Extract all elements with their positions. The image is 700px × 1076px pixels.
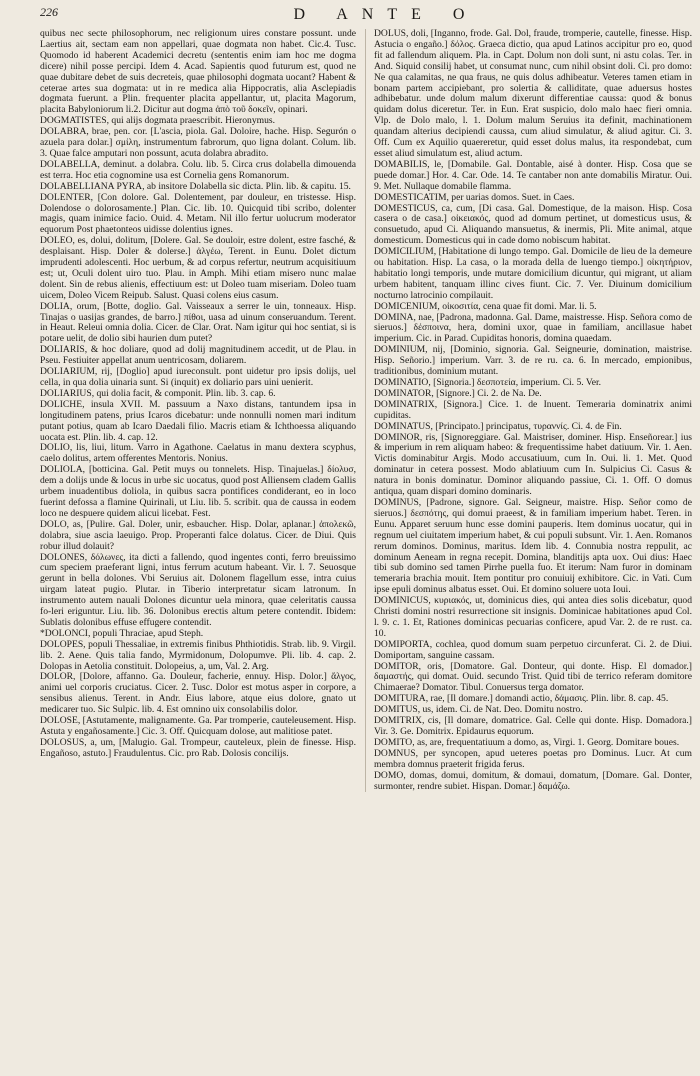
dictionary-entry: DOMINOR, ris, [Signoreggiare. Gal. Maistriser, dominer. Hisp. Enseñorear.] ius & imperium in rem aliquam habeo: & frequentissime habet datiuum. Vir. 1. Aen. Victis dominabitur Argis. Modo accusatiuum, cum In. Oui. li. 1. Met. Quod dominatur in cetera possest. Modo ablatiuum cum In. Sulpicius Ci. Casus & natura in bonis dominatur. Dominor aliquando passiue, Ci. 1. Off. O domus antiqua, quam dispari domino dominaris. bbox=[374, 431, 692, 498]
dictionary-entry: DOMITURA, rae, [Il domare.] domandi actio, δάμασις. Plin. libr. 8. cap. 45. bbox=[374, 693, 669, 705]
dictionary-entry: DOMITO, as, are, frequentatiuum a domo, as, Virgi. 1. Georg. Domitare boues. bbox=[374, 736, 680, 748]
dictionary-entry: DOMABILIS, le, [Domabile. Gal. Dontable, aisé à donter. Hisp. Cosa que se puede domar.] Hor. 4. Car. Ode. 14. Te cantaber non ante domabilis Miratur. Oui. 9. Met. Nullaque domabile flamma. bbox=[374, 158, 692, 192]
dictionary-entry: DOMINA, nae, [Padrona, madonna. Gal. Dame, maistresse. Hisp. Señora como de sieruos.] δέσποινα, hera, domini uxor, quae in familiam, ancillasue habet imperium. Cic. in Parad. Cupiditas honoris, domina quaedam. bbox=[374, 311, 692, 345]
right-column bbox=[366, 29, 692, 792]
dictionary-entry: DOLICHE, insula XVII. M. passuum a Naxo distans, tantundem ipsa in longitudinem patens, prius Icaros dicebatur: unde nonnulli nomen mari inditum putant potius, quam ab Icaro Daedali filio. Macris etiam & Ichthoessa aliquando uocata est. Plin. lib. 4. cap. 12. bbox=[40, 398, 356, 443]
dictionary-entry: DOLIA, orum, [Botte, doglio. Gal. Vaisseaux a serrer le uin, tonneaux. Hisp. Tinajas o uasijas grandes, de barro.] πίθοι, uasa ad uinum conseruandum. Terent. in Heaut. Releui omnia dolia. Cicer. de Clar. Orat. Nam igitur qui hoc sentiat, si is potare uelit, de dolio sibi haurien dum putet? bbox=[40, 300, 356, 345]
dictionary-entry: DOMICENIUM, οἰκοσιτία, cena quae fit domi. Mar. li. 5. bbox=[374, 300, 597, 312]
dictionary-entry: DOLABELLA, deminut. a dolabra. Colu. lib. 5. Circa crus dolabella dimouenda est terra. Hoc etia cognomine usa est Cornelia gens Romanorum. bbox=[40, 158, 356, 181]
dictionary-entry: DOMNUS, per syncopen, apud ueteres poetas pro Dominus. Lucr. At cum membra domnus praeterit frigida ferus. bbox=[374, 747, 692, 770]
dictionary-entry: DOLOR, [Dolore, affanno. Ga. Douleur, facherie, ennuy. Hisp. Dolor.] ἄλγος, animi uel corporis cruciatus. Cicer. 2. Tusc. Dolor est motus asper in corpore, a sensibus alienus. Terent. in Andr. Eius labore, atque eius dolore, gnato ut medicarer tuo. Sic Sulpic. lib. 4. Est omnino uix consolabilis dolor. bbox=[40, 671, 356, 716]
dictionary-entry: DOMICILIUM, [Habitatione di lungo tempo. Gal. Domicile de lieu de la demeure ou habitation. Hisp. La casa, o la morada della de luengo tiempo.] οἰκητήριον, habitatio longi temporis, unde mutare domicilium dicuntur, qui migrant, ut aliam urbem habitent, tanquam illinc cives fiunt. Cic. 7. Ver. Diuinum domicilium nocturno latrocinio compilauit. bbox=[374, 246, 692, 301]
dictionary-entry: DOLABELLIANA PYRA, ab insitore Dolabella sic dicta. Plin. lib. & capitu. 15. bbox=[40, 180, 351, 192]
dictionary-entry: DOMINUS, [Padrone, signore. Gal. Seigneur, maistre. Hisp. Señor como de sieruos.] δεσπότης, qui domui praeest, & in familiam imperium habet. Teren. in Eunu. Apparet seruum hunc esse domini pauperis. Item dominus uocatur, qui in regnum uel ciuitatem imperium habet, & cui populi subsunt. Vir. 1. Aen. Romanos rerum dominos. Dominus, maritus. Idem lib. 4. Connubia nostra reppulit, ac dominum Aeneam in regna recepit. Domina, blanditijs apta uox. Oui dius: Haec tibi sub domino sed tamen Pirrhe puella fuo. Et iterum: Nam furor in dominam temeraria brachia mouit. Item pontitur pro conuiuij exhibitore. Cic. in Vati. Cum ipse epuli dominus albatus esset. Oui. Et domino soluere uota Ioui. bbox=[374, 496, 692, 596]
dictionary-entry: DOLUS, doli, [Inganno, frode. Gal. Dol, fraude, tromperie, cautelle, finesse. Hisp. Astucia o engaño.] δόλος. Graeca dictio, qua apud Latinos accipitur pro eo, quod fit ad fallendum aliquem. Pla. in Capt. Dolum non doli sunt, ni astu colas. Ter. in And. Siquid consilij habet, ut consumat nunc, cum nihil obsint doli. Ci. pro domo: Ne qua calamitas, ne qua fraus, ne quis dolus adhibeatur. Veteres tamen etiam in bonam partem accipiebant, pro solertia & calliditate, quae aduersus hostes adhibebatur. unde dolum malum dixerunt differentiae caussa: quod & bonus quidam dolus diceretur. Ter. in Eun. Erat suspicio, dolo malo haec fieri omnia. Vlp. de Dolo malo, l. 1. Dolum malum Seruius ita definit, machinationem quandam alterius decipiendi caussa, cum aliud simulatur, & aliud agitur. Ci. 3. Off. Cum ex Aquilio quaereretur, quid esset dolus malus, ita respondebat, cum esset aliud simulatum est, aliud actum. bbox=[374, 28, 692, 159]
dictionary-entry: quibus nec secte philosophorum, nec religionum uires constare possunt. unde Laertius ait, sectam eam non appellari, quae dogmata non habet. Cic.4. Tusc. Quomodo id haberent Academici decretu (sententis enim iam hoc me dogma dicere) nihil posse percipi. Idem 4. Acad. Sapientis quod futurum est, quod ne quae dubitare debet de suis decreteis, quae philosophi dogmata uocant? Habent & ceterae artes sua dogmata: ut in re medica alia Hippocratis, alia Asclepiadis dogmata fuerunt. a Plin. frequenter placita appellantur, ut, placita Magorum, placita Babyloniorum li.2. Dicitur aut dogma ἀπὸ τοῦ δοκεῖν, opinari. bbox=[40, 28, 356, 116]
dictionary-entry: DOMINATOR, [Signore.] Ci. 2. de Na. De. bbox=[374, 387, 542, 399]
dictionary-entry: DOLOSUS, a, um, [Malugio. Gal. Trompeur, cauteleux, plein de finesse. Hisp. Engañoso, astuto.] Fraudulentus. Cic. pro Rab. Dolosis concilijs. bbox=[40, 736, 356, 759]
dictionary-entry: DOLIO, lis, liui, litum. Varro in Agathone. Caelatus in manu dextera scyphus, caelo dolitus, artem offerentes Mentoris. Nonius. bbox=[40, 442, 356, 465]
dictionary-entry: DOLIARIS, & hoc doliare, quod ad dolij magnitudinem accedit, ut de Plau. in Pseu. Festiuiter appellat anum uentricosam, doliarem. bbox=[40, 344, 356, 367]
dictionary-entry: DOMINATUS, [Principato.] principatus, τυραννίς. Ci. 4. de Fin. bbox=[374, 420, 622, 432]
left-column bbox=[40, 29, 366, 792]
dictionary-entry: DOMINATRIX, [Signora.] Cice. 1. de Inuent. Temeraria dominatrix animi cupiditas. bbox=[374, 398, 692, 421]
dictionary-entry: DOMITOR, oris, [Domatore. Gal. Donteur, qui donte. Hisp. El domador.] δαμαστής, qui domat. Ouid. secundo Trist. Quid tibi de terrico referam domitore Chimaerae? Domator. Tibul. Conuersus terga domator. bbox=[374, 660, 692, 694]
dictionary-entry: DOGMATISTES, qui alijs dogmata praescribit. Hieronymus. bbox=[40, 115, 276, 127]
dictionary-entry: DOMINICUS, κυριακός, ut, dominicus dies, qui antea dies solis dicebatur, quod Christi domini nostri resurrectione sit insignis. Dominicae habitationes apud Col. l. 9. c. 1. Et, Rationes dominicas pecuarias conficere, apud Var. 2. de re rust. ca. 10. bbox=[374, 595, 692, 639]
running-head: D ANTE O bbox=[293, 6, 479, 23]
dictionary-entry: DOLOPES, populi Thessaliae, in extremis finibus Phthiotidis. Strab. lib. 9. Virgil. lib. 2. Aene. Quis talia fando, Myrmidonum, Dolopumve. Pli. lib. 4. cap. 2. Dolopas in Aetolia constituit. Dolopeius, a, um, Val. 2. Arg. bbox=[40, 638, 356, 672]
text-columns bbox=[40, 29, 692, 792]
dictionary-entry: DOMITUS, us, idem. Ci. de Nat. Deo. Domitu nostro. bbox=[374, 704, 583, 716]
dictionary-entry: DOMINIUM, nij, [Dominio, signoria. Gal. Seigneurie, domination, maistrise. Hisp. Señorio.] imperium. Varr. 3. de re ru. ca. 6. In mercado, empionibus, traditionibus, dominium mutant. bbox=[374, 344, 692, 378]
dictionary-entry: *DOLONCI, populi Thraciae, apud Steph. bbox=[40, 627, 204, 639]
dictionary-entry: DOLIOLA, [botticina. Gal. Petit muys ou tonnelets. Hisp. Tinajuelas.] δίολυσ, dem a dolijs unde & locus in urbe sic uocatus, quod post Alliensem cladem Gallis urbem inuadentibus doliola, in quibus sacra pontifices condiderant, eo in loco fuerint defossa a flamine Quirinali, ut Liu. lib. 5. scribit. qua de caussa in eodem loco ne despuere quidem alicui licebat. Fest. bbox=[40, 464, 356, 519]
dictionary-entry: DOMO, domas, domui, domitum, & domaui, domatum, [Domare. Gal. Donter, surmonter, rendre subiet. Hispan. Domar.] δαμάζω. bbox=[374, 769, 692, 792]
dictionary-entry: DOLENTER, [Con dolore. Gal. Dolentement, par douleur, en tristesse. Hisp. Dolendose o dolorosamente.] Plan. Cic. lib. 10. Quicquid tibi scribo, dolenter magis, quam inimice facio. Ouid. 4. Metam. Nil illo fertur uolucrum moderator equorum Post phaetonteos uidisse dolentius ignes. bbox=[40, 191, 356, 236]
dictionary-entry: DOLOSE, [Astutamente, malignamente. Ga. Par tromperie, cauteleusement. Hisp. Astuta y engañosamente.] Cic. 3. Off. Quicquam dolose, aut malitiose patet. bbox=[40, 715, 356, 737]
dictionary-entry: DOMIPORTA, cochlea, quod domum suam perpetuo circunferat. Ci. 2. de Diui. Domiportam, sanguine cassam. bbox=[374, 638, 692, 661]
dictionary-entry: DOLO, as, [Pulire. Gal. Doler, unir, esbaucher. Hisp. Dolar, aplanar.] ἀπολεκῶ, dolabra, siue ascia laeuigo. Prop. Properanti falce dolatus. Cicer. de Diui. Quis robur illud dolauit? bbox=[40, 518, 356, 552]
dictionary-entry: DOMESTICATIM, per uarias domos. Suet. in Caes. bbox=[374, 191, 575, 203]
dictionary-entry: DOLONES, δόλωνες, ita dicti a fallendo, quod ingentes conti, ferro breuissimo cum speciem praeferant ligni, intus ferrum acutum habeant. Vir. l. 7. Seuosque gerunt in bella dolones. Vbi Seruius ait. Dolonem flagellum esse, intra cuius uirgam lateat pugio. Plutar. in Tiberio interpretatur sicam latronum. In instrumento autem nauali Dolones dicuntur uela minora, quae celeritatis caussa fo-leri eriguntur. Liu. lib. 36. Dolonibus erectis altum petere contendit. Ibidem: Sublatis dolonibus effuse effugere contendit. bbox=[40, 551, 356, 628]
dictionary-entry: DOLIARIUS, qui dolia facit, & componit. Plin. lib. 3. cap. 6. bbox=[40, 387, 276, 399]
page-number: 226 bbox=[40, 5, 58, 19]
page-header bbox=[40, 3, 692, 29]
dictionary-entry: DOMESTICUS, ca, cum, [Di casa. Gal. Domestique, de la maison. Hisp. Cosa casera o de casa.] οἰκειακός, quod ad domum pertinet, ut domesticus usus, & consuetudo, apud Ci. Aliquando mansuetus, & inermis, Pli. Mite animal, atque domesticum. Domesticus qui in cade domo nobiscum habitat. bbox=[374, 202, 692, 247]
dictionary-entry: DOLIARIUM, rij, [Doglio] apud iureconsult. pont uidetur pro ipsis dolijs, uel cella, in qua dolia uinaria sunt. Si (inquit) ex doliario pars uini uenierit. bbox=[40, 366, 356, 388]
dictionary-entry: DOMINATIO, [Signoria.] δεσποτεία, imperium. Ci. 5. Ver. bbox=[374, 377, 602, 388]
dictionary-entry: DOLABRA, brae, pen. cor. [L'ascia, piola. Gal. Doloire, hache. Hisp. Segurón o azuela para dolar.] σμίλη, instrumentum fabrorum, quo ligna dolant. Colum. lib. 3. Quae falce amputari non possunt, acuta dolabra abradito. bbox=[40, 126, 356, 159]
dictionary-entry: DOMITRIX, cis, [Il domare, domatrice. Gal. Celle qui donte. Hisp. Domadora.] Vir. 3. Ge. Domitrix. Epidaurus equorum. bbox=[374, 715, 692, 737]
dictionary-entry: DOLEO, es, dolui, dolitum, [Dolere. Gal. Se douloir, estre dolent, estre fasché, & desplaisant. Hisp. Doler & dolerse.] ἀλγέω, Terent. in Eunu. Dolet dictum imprudenti adolescenti. Hoc uerbum, & ad corpus refertur, neutrum acquisitiuum est; ut, Oculi dolent uiro tuo. Plau. in Amph. Mihi etiam misero nunc malae dolent. Sin de rebus alienis, effectiuum est: ut Doleo tuam miseriam. Doleo tuam uicem, Doleo Vicem Reipub. Salust. Quasi colens eius casum. bbox=[40, 235, 356, 301]
